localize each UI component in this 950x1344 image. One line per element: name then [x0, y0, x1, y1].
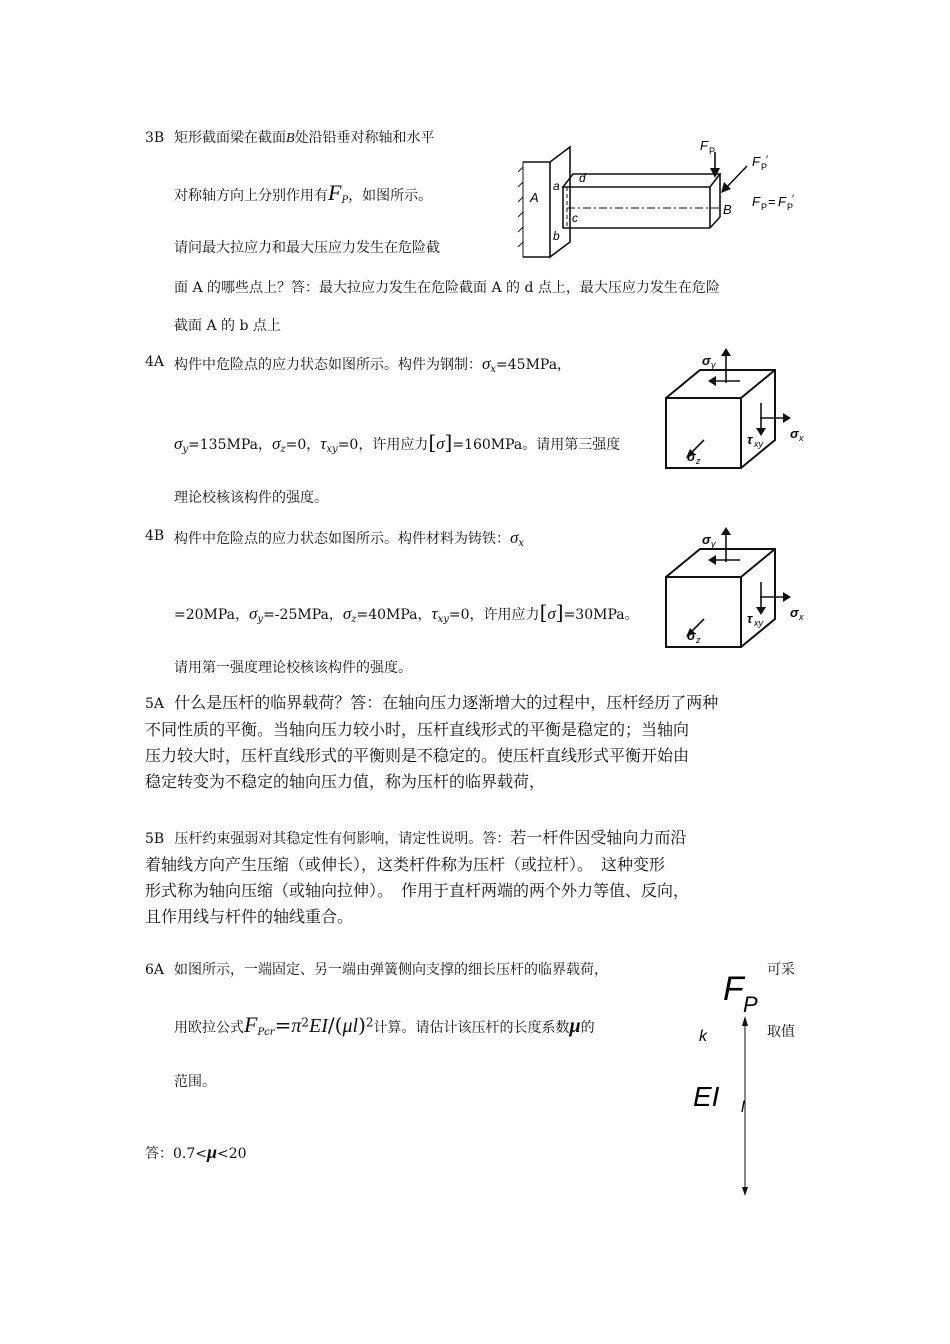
svg-text:y: y	[711, 539, 716, 549]
fig-fpp-sub: P	[761, 162, 768, 172]
q6a-num: 6A	[145, 962, 165, 978]
column-k-label: k	[699, 1028, 707, 1045]
q4b-line2: =20MPa，$\sigma_y=-25MPa$，$\sigma_z=40MPa$，$\tau_{xy}=0$，许用应力[σ]=30MPa。	[174, 600, 639, 625]
column-figure	[685, 960, 765, 1200]
q6a-line1: 如图所示，一端固定、另一端由弹簧侧向支撑的细长压杆的临界载荷，	[174, 962, 608, 978]
q3b-fp-sub: P	[341, 195, 349, 206]
wall-hatch	[518, 162, 523, 257]
svg-text:τ: τ	[747, 611, 753, 626]
svg-text:z: z	[696, 635, 701, 645]
q4b-num: 4B	[145, 528, 165, 544]
column-arrow-top	[742, 1016, 748, 1026]
q4b-line3: 请用第一强度理论校核该构件的强度。	[174, 660, 412, 676]
column-l-label: l	[741, 1099, 745, 1116]
q3b-line5: 截面 A 的 b 点上	[174, 318, 281, 334]
q3b-text4: ，如图所示。	[348, 188, 433, 204]
svg-text:P: P	[787, 202, 794, 212]
column-p-sub: P	[743, 992, 758, 1017]
svg-text:y: y	[711, 360, 716, 370]
svg-text:xy: xy	[754, 618, 763, 628]
beam-figure	[515, 132, 810, 262]
q3b-line3: 请问最大拉应力和最大压应力发生在危险截	[174, 240, 440, 256]
fig-label-d: d	[579, 171, 586, 185]
q3b-num: 3B	[145, 130, 165, 146]
q5a-paragraph: 5A 什么是压杆的临界载荷？答：在轴向压力逐渐增大的过程中，压杆经历了两种 不同性质的平衡。当轴向压力较小时，压杆直线形式的平衡是稳定的；当轴向 压力较大时，压杆直线形式的平衡则是不稳定的。使压杆直线形式平衡开始由 稳定转变为不稳定的轴向压力值，称为压杆的临界载荷，	[145, 693, 719, 791]
stress-cube-4b	[660, 527, 820, 652]
fp-prime-arrow	[721, 166, 747, 193]
fig-fpp-prime: ′	[766, 154, 769, 166]
svg-text:x: x	[799, 433, 804, 443]
q4a-line3: 理论校核该构件的强度。	[174, 490, 328, 506]
svg-text:x: x	[799, 612, 804, 622]
q3b-line2	[174, 180, 432, 207]
q6a-answer: 答：0.7<μ<20	[145, 1142, 247, 1162]
fig-label-A: A	[530, 190, 539, 205]
q6a-line2: 用欧拉公式$F_{Pcr}=\pi^2EI/(\mu l)^2$计算。请估计该压杆的长度系数μ的	[174, 1012, 595, 1038]
svg-text:σ: σ	[702, 532, 711, 547]
q6a-line1-end: 可采	[767, 962, 795, 978]
q3b-text: 矩形截面梁在截面	[174, 130, 286, 146]
beam-body	[563, 174, 720, 228]
svg-text:σ: σ	[790, 605, 799, 620]
q3b-line1	[174, 130, 435, 148]
svg-text:F: F	[752, 194, 760, 209]
svg-text:P: P	[761, 202, 768, 212]
fig-label-B: B	[723, 202, 732, 217]
q3b-text2: 处沿铅垂对称轴和水平	[294, 130, 435, 146]
q3b-line4: 面 A 的哪些点上？答：最大拉应力发生在危险截面 A 的 d 点上，最大压应力发生在危险	[174, 280, 720, 296]
q3b-text3: 对称轴方向上分别作用有	[174, 188, 328, 204]
svg-text:σ: σ	[687, 449, 696, 464]
svg-text:z: z	[696, 456, 701, 466]
q3b-section-b: B	[286, 131, 295, 146]
fig-equation	[752, 193, 794, 212]
svg-text:τ: τ	[747, 432, 753, 447]
svg-text:′: ′	[792, 193, 795, 205]
stress-cube-4a	[660, 348, 820, 473]
fig-fp-label: F	[700, 138, 708, 153]
q3b-fp-symbol: F	[328, 180, 342, 205]
q4a-line2: $\sigma_y=135MPa$，$\sigma_z=0$，$\tau_{xy}=0$，许用应力[σ]=160MPa。请用第三强度	[174, 430, 621, 455]
column-arrow-bottom	[742, 1187, 748, 1196]
fig-fpp-label: F	[752, 154, 760, 169]
q4a-sigma-x: σ	[482, 354, 491, 373]
q4b-line1: 构件中危险点的应力状态如图所示。构件材料为铸铁：$\sigma_x$	[174, 528, 525, 549]
svg-text:σ: σ	[790, 426, 799, 441]
svg-text:=: =	[768, 194, 776, 209]
q6a-line2-end: 取值	[767, 1024, 795, 1040]
column-f-label: F	[723, 970, 744, 1008]
svg-text:σ: σ	[687, 628, 696, 643]
q4a-num: 4A	[145, 354, 165, 370]
svg-text:xy: xy	[754, 439, 763, 449]
q5b-paragraph: 5B 压杆约束强弱对其稳定性有何影响，请定性说明。答：若一杆件因受轴向力而沿 着轴线方向产生压缩（或伸长），这类杆件称为压杆（或拉杆）。 这种变形 形式称为轴向压缩（或轴向拉伸）。 作用于直杆两端的两个外力等值、反向， 且作用线与杆件的轴线重合。	[145, 828, 690, 926]
q4a-line1: 构件中危险点的应力状态如图所示。构件为钢制：$\sigma_x=45MPa$，	[174, 354, 572, 375]
fig-label-c: c	[572, 211, 578, 225]
fig-label-a: a	[553, 179, 560, 193]
svg-text:F: F	[778, 194, 786, 209]
column-ei-label: EI	[693, 1081, 720, 1112]
fig-fp-sub: P	[709, 146, 716, 156]
svg-text:σ: σ	[702, 353, 711, 368]
q6a-line3: 范围。	[174, 1074, 216, 1090]
fig-label-b: b	[553, 229, 560, 243]
